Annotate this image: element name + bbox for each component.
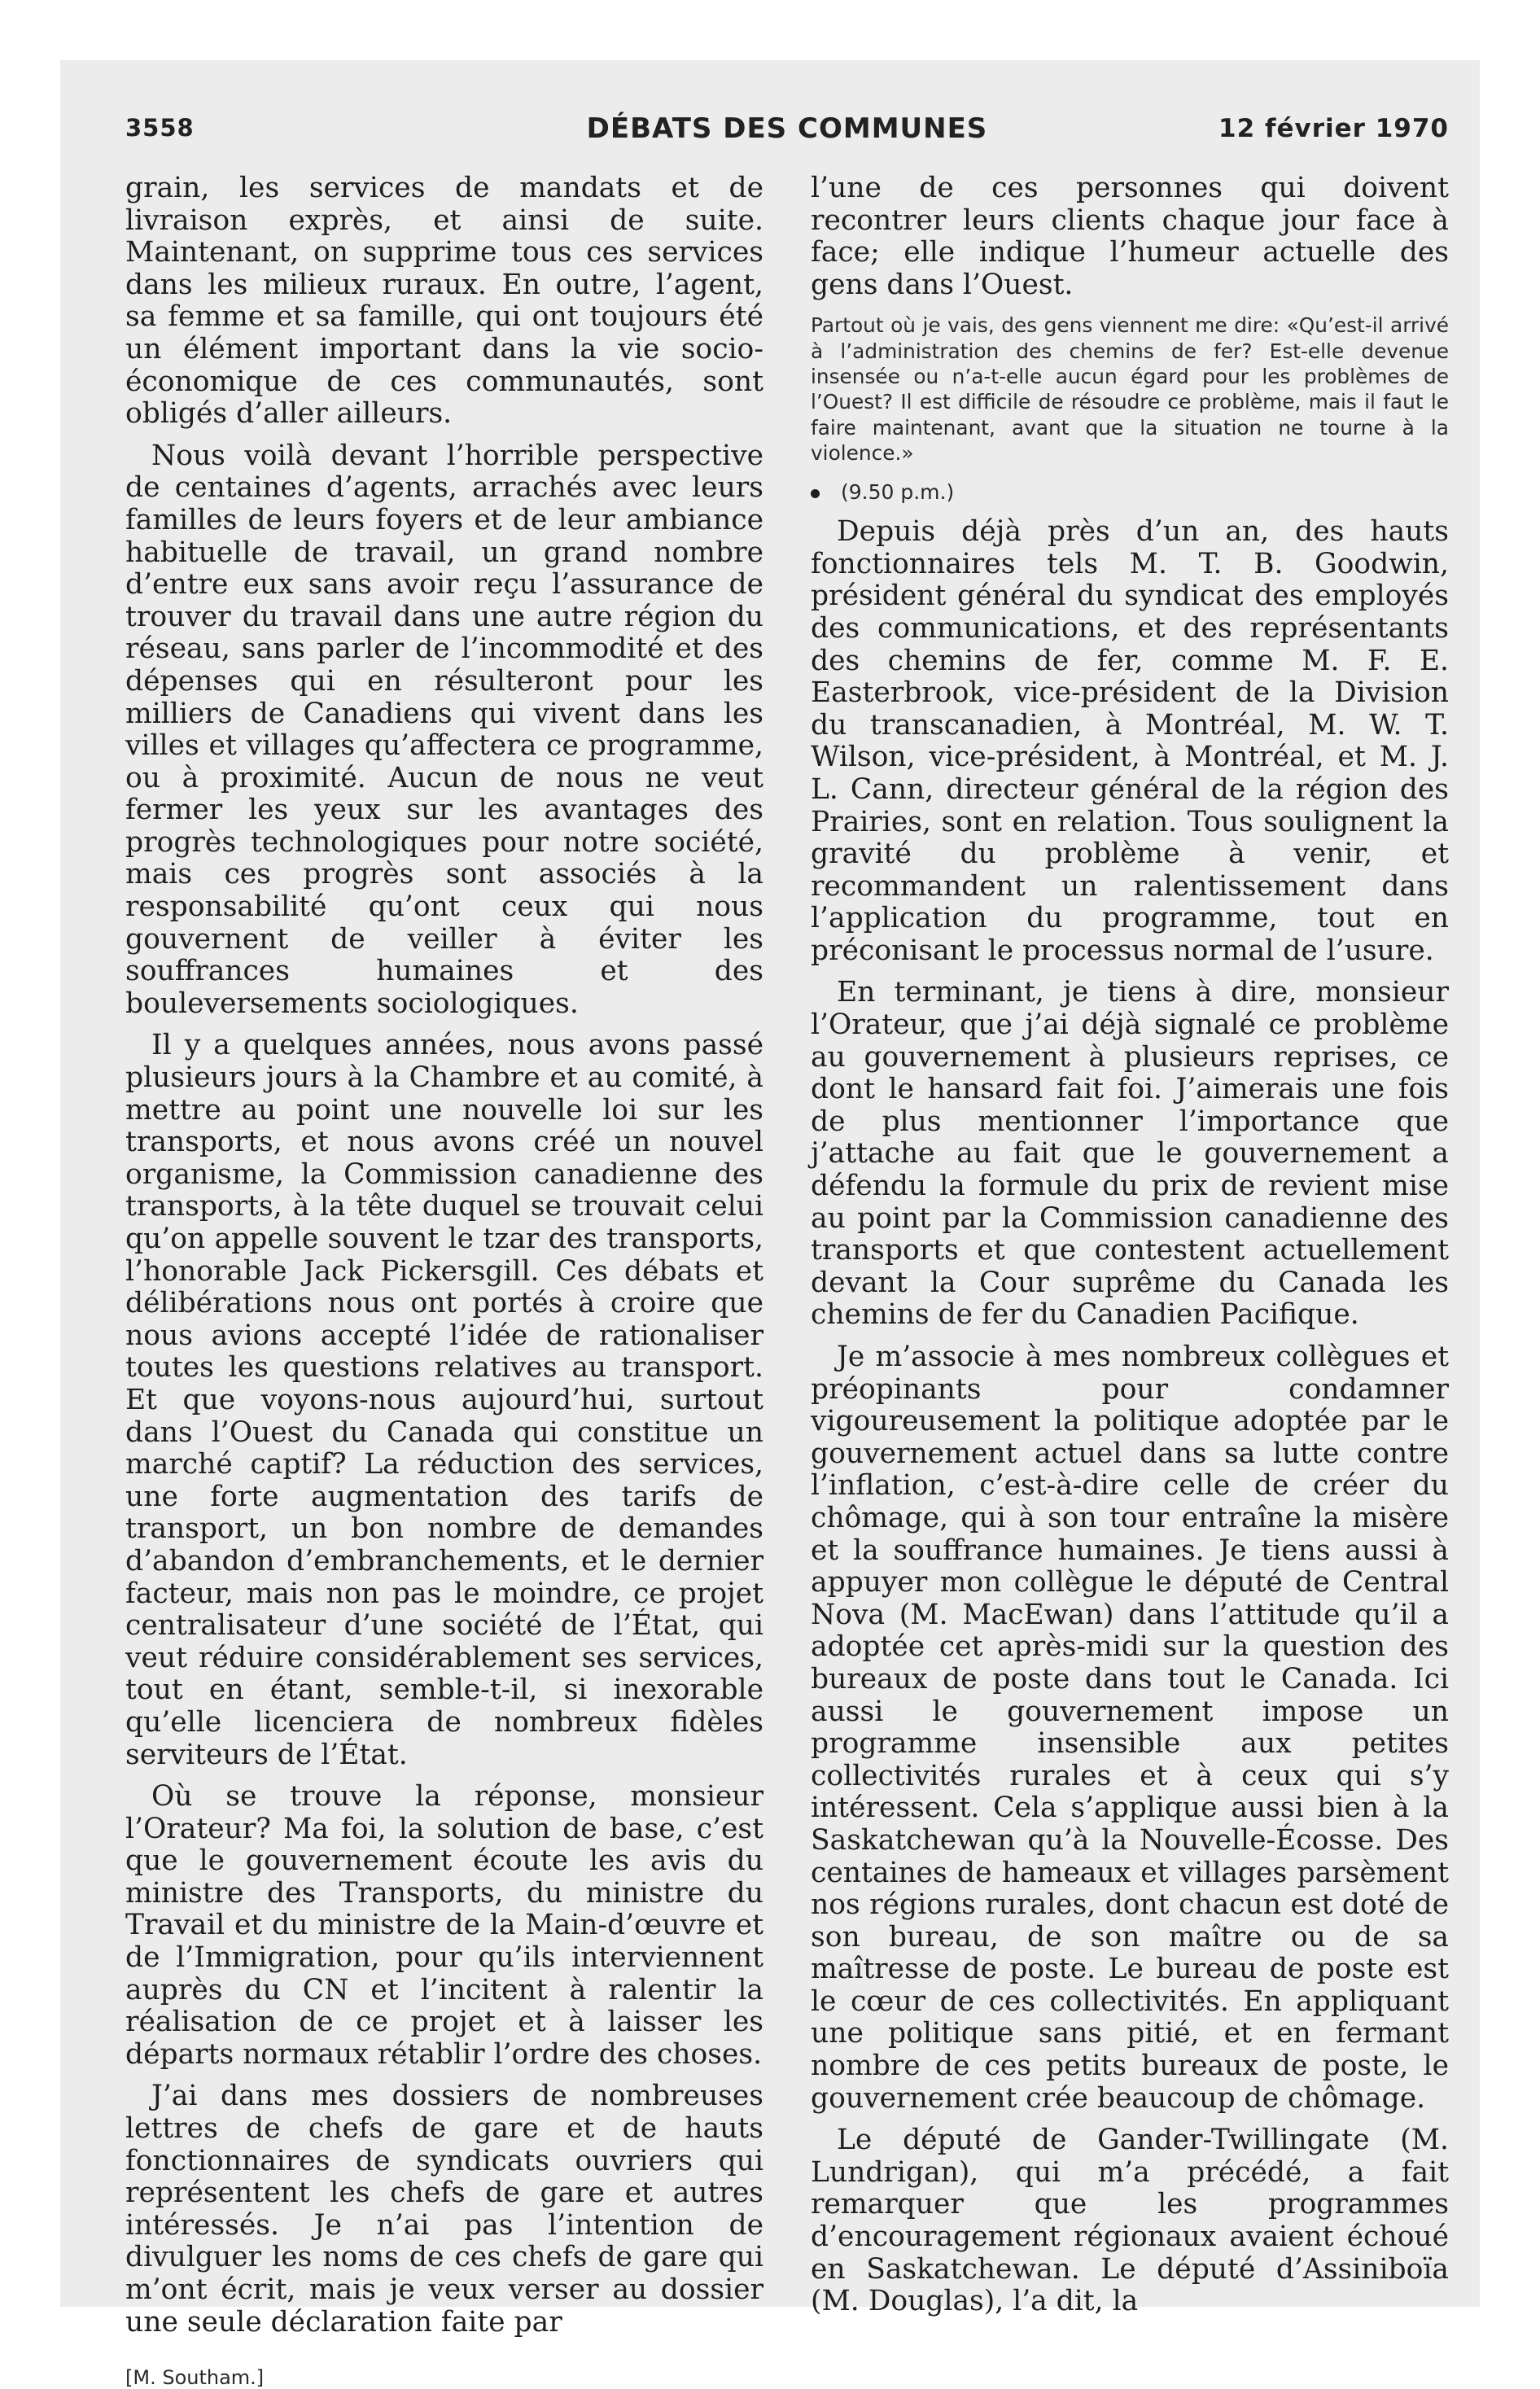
paragraph: Le député de Gander-Twillingate (M. Lundrigan), qui m’a précédé, a fait remarquer que les programmes d’encouragement régionaux avaient échoué en Saskatchewan. Le député d’Assiniboïa (M. Douglas), l’a dit, la [811, 2124, 1449, 2318]
paragraph: grain, les services de mandats et de livraison exprès, et ainsi de suite. Maintenant, on supprime tous ces services dans les milieux ruraux. En outre, l’agent, sa femme et sa famille, qui ont toujours été un élément important dans la vie socio-économique de ces communautés, sont obligés d’aller ailleurs. [125, 172, 763, 431]
speaker-attribution: [M. Southam.] [125, 2366, 265, 2389]
time-marker [811, 480, 1449, 505]
page-header [125, 112, 1449, 153]
page-date: 12 février 1970 [1218, 114, 1449, 143]
paragraph: Où se trouve la réponse, monsieur l’Orateur? Ma foi, la solution de base, c’est que le gouvernement écoute les avis du ministre des Transports, du ministre du Travail et du ministre de la Main-d’œuvre et de l’Immigration, pour qu’ils interviennent auprès du CN et l’incitent à ralentir la réalisation de ce projet et à laisser les départs normaux rétablir l’ordre des choses. [125, 1780, 763, 2071]
right-column [811, 173, 1449, 2318]
paragraph: Nous voilà devant l’horrible perspective de centaines d’agents, arrachés avec leurs familles de leurs foyers et de leur ambiance habituelle de travail, un grand nombre d’entre eux sans avoir reçu l’assurance de trouver du travail dans une autre région du réseau, sans parler de l’incommodité et des dépenses qui en résulteront pour les milliers de Canadiens qui vivent dans les villes et villages qu’affectera ce programme, ou à proximité. Aucun de nous ne veut fermer les yeux sur les avantages des progrès technologiques pour notre société, mais ces progrès sont associés à la responsabilité qu’ont ceux qui nous gouvernent de veiller à éviter les souffrances humaines et des bouleversements sociologiques. [125, 439, 763, 1020]
paragraph: l’une de ces personnes qui doivent recontrer leurs clients chaque jour face à face; elle indique l’humeur actuelle des gens dans l’Ouest. [811, 172, 1449, 301]
time-stamp: (9.50 p.m.) [841, 480, 955, 505]
paragraph: En terminant, je tiens à dire, monsieur l’Orateur, que j’ai déjà signalé ce problème au gouvernement à plusieurs reprises, ce dont le hansard fait foi. J’aimerais une fois de plus mentionner l’importance que j’attache au fait que le gouvernement a défendu la formule du prix de revient mise au point par la Commission canadienne des transports et que contestent actuellement devant la Cour suprême du Canada les chemins de fer du Canadien Pacifique. [811, 976, 1449, 1332]
paragraph: J’ai dans mes dossiers de nombreuses lettres de chefs de gare et de hauts fonctionnaires de syndicats ouvriers qui représentent les chefs de gare et autres intéressés. Je n’ai pas l’intention de divulguer les noms de ces chefs de gare qui m’ont écrit, mais je veux verser au dossier une seule déclaration faite par [125, 2080, 763, 2339]
bullet-icon [811, 489, 820, 498]
journal-title: DÉBATS DES COMMUNES [586, 112, 988, 145]
paragraph: Il y a quelques années, nous avons passé plusieurs jours à la Chambre et au comité, à mettre au point une nouvelle loi sur les transports, et nous avons créé un nouvel organisme, la Commission canadienne des transports, à la tête duquel se trouvait celui qu’on appelle souvent le tzar des transports, l’honorable Jack Pickersgill. Ces débats et délibérations nous ont portés à croire que nous avions accepté l’idée de rationaliser toutes les questions relatives au transport. Et que voyons-nous aujourd’hui, surtout dans l’Ouest du Canada qui constitue un marché captif? La réduction des services, une forte augmentation des tarifs de transport, un bon nombre de demandes d’abandon d’embranchements, et le dernier facteur, mais non pas le moindre, ce projet centralisateur d’une société de l’État, qui veut réduire considérablement ses services, tout en étant, semble-t-il, si inexorable qu’elle licenciera de nombreux fidèles serviteurs de l’État. [125, 1029, 763, 1771]
paragraph: Depuis déjà près d’un an, des hauts fonctionnaires tels M. T. B. Goodwin, président général du syndicat des employés des communications, et des représentants des chemins de fer, comme M. F. E. Easterbrook, vice-président de la Division du transcanadien, à Montréal, M. W. T. Wilson, vice-président, à Montréal, et M. J. L. Cann, directeur général de la région des Prairies, sont en relation. Tous soulignent la gravité du problème à venir, et recommandent un ralentissement dans l’application du programme, tout en préconisant le processus normal de l’usure. [811, 515, 1449, 967]
paragraph: Je m’associe à mes nombreux collègues et préopinants pour condamner vigoureusement la politique adoptée par le gouvernement actuel dans sa lutte contre l’inflation, c’est-à-dire celle de créer du chômage, qui à son tour entraîne la misère et la souffrance humaines. Je tiens aussi à appuyer mon collègue le député de Central Nova (M. MacEwan) dans l’attitude qu’il a adoptée cet après-midi sur la question des bureaux de poste dans tout le Canada. Ici aussi le gouvernement impose un programme insensible aux petites collectivités rurales et à ceux qui s’y intéressent. Cela s’applique aussi bien à la Saskatchewan qu’à la Nouvelle-Écosse. Des centaines de hameaux et villages parsèment nos régions rurales, dont chacun est doté de son bureau, de son maître ou de sa maîtresse de poste. Le bureau de poste est le cœur de ces collectivités. En appliquant une politique sans pitié, et en fermant nombre de ces petits bureaux de poste, le gouvernement crée beaucoup de chômage. [811, 1341, 1449, 2115]
page-number: 3558 [125, 114, 195, 142]
left-column [125, 173, 763, 2389]
quoted-statement: Partout où je vais, des gens viennent me dire: «Qu’est-il arrivé à l’administration des chemins de fer? Est-elle devenue insensée ou n’a-t-elle aucun égard pour les problèmes de l’Ouest? Il est difficile de résoudre ce problème, mais il faut le faire maintenant, avant que la situation ne tourne à la violence.» [811, 313, 1449, 465]
